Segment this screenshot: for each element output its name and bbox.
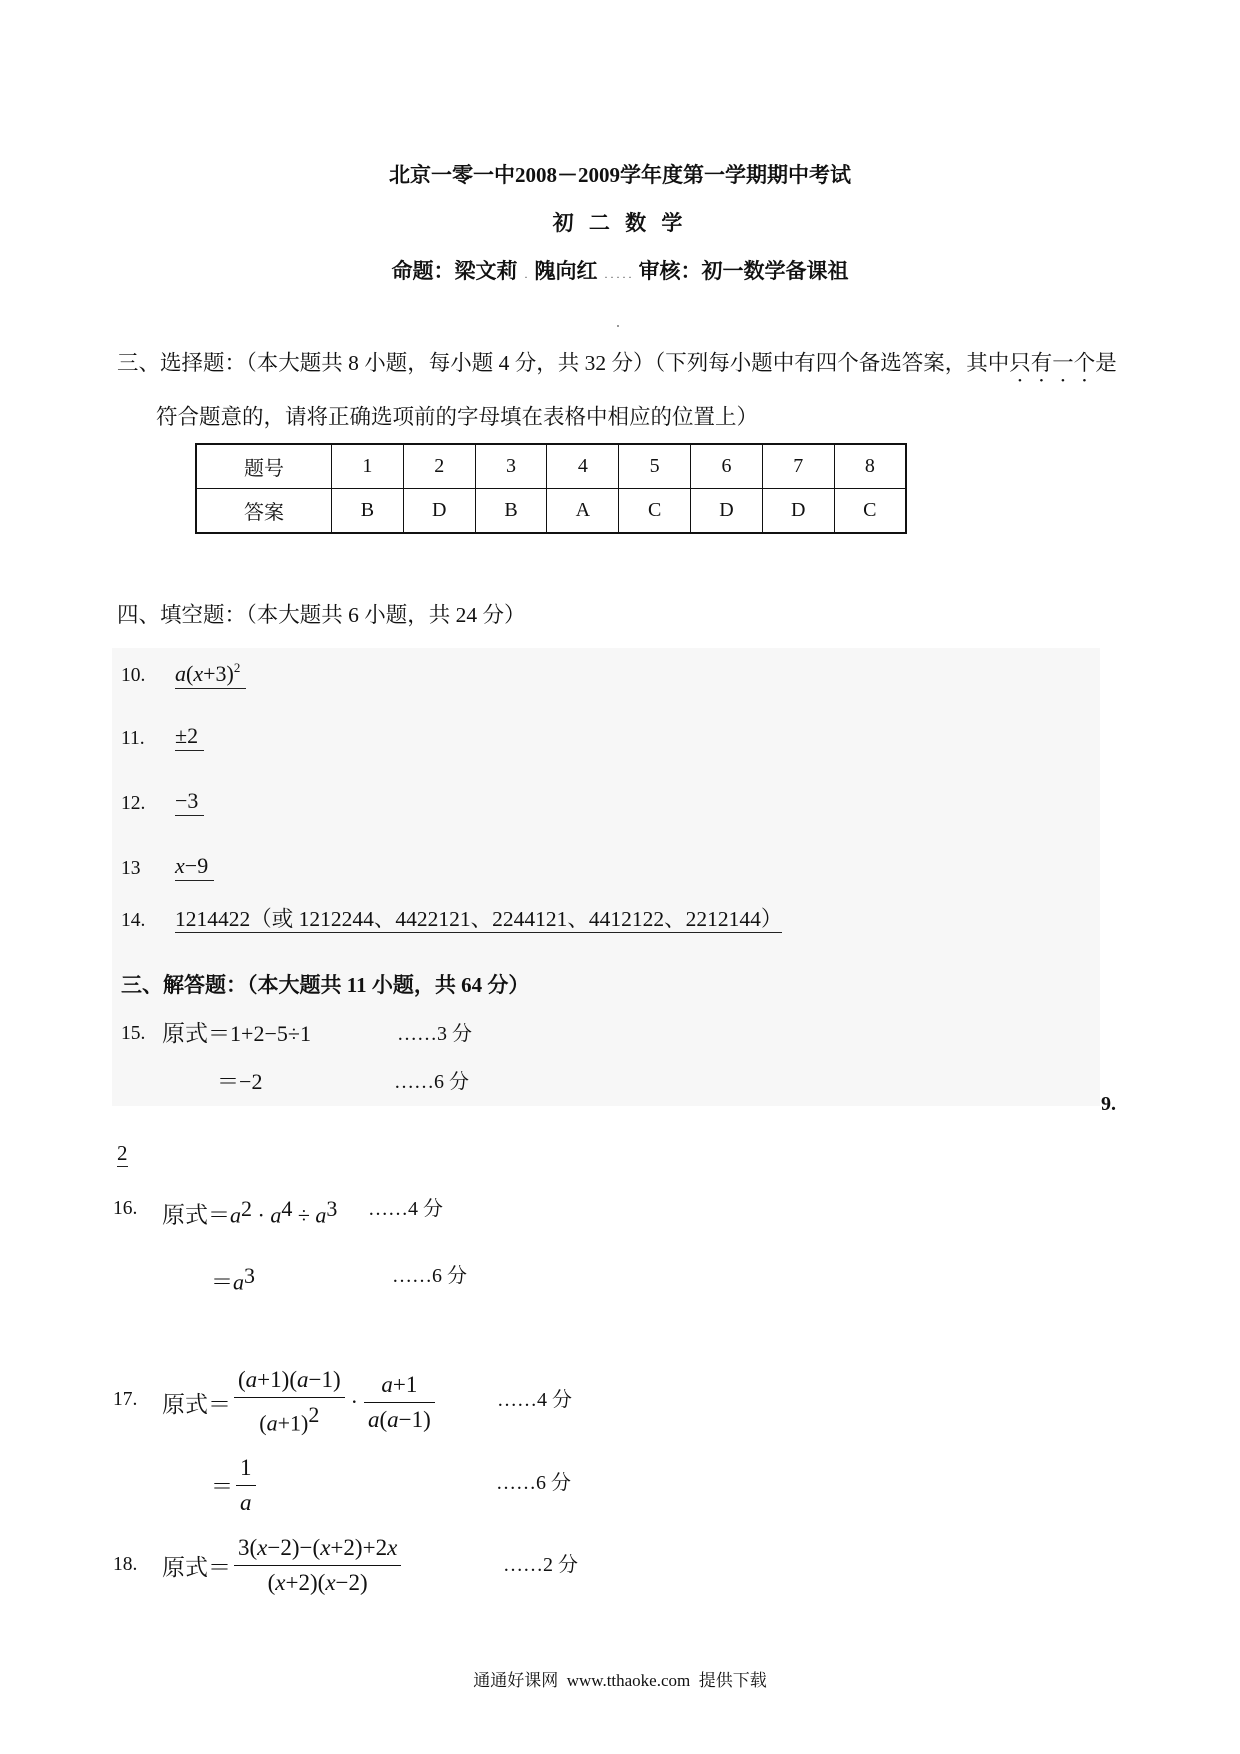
solve-heading: 三、解答题：（本大题共 11 小题，共 64 分） (121, 973, 530, 997)
table-row (196, 444, 906, 489)
question-number-cell: 1 (332, 444, 404, 489)
denominator: a (236, 1485, 256, 1520)
answer-13 (175, 853, 214, 881)
page-footer: 通通好课网 www.tthaoke.com 提供下载 (473, 1671, 767, 1690)
separator-dots: . . . . . (604, 267, 632, 281)
term: a (230, 1202, 242, 1228)
solution-15-line-2: ＝−2 (217, 1069, 263, 1094)
equals-sign: ＝ (211, 1269, 234, 1295)
question-number-cell: 5 (619, 444, 691, 489)
answer-cell: A (547, 489, 619, 534)
answer-cell: D (403, 489, 475, 534)
solution-17-line-1 (162, 1368, 438, 1436)
multiply-dot: · (350, 1389, 358, 1414)
author-line (0, 258, 1240, 287)
answer-expression: x−9 (175, 853, 214, 881)
exam-subject: 初 二 数 学 (552, 211, 688, 235)
question-number: 12. (121, 793, 146, 814)
answer-cell: C (619, 489, 691, 534)
original-expression-label: 原式＝ (162, 1391, 231, 1417)
exponent: 3 (326, 1196, 338, 1221)
fraction (364, 1368, 435, 1437)
original-expression-label: 原式 (162, 1021, 208, 1046)
answer-cell: C (834, 489, 906, 534)
question-number: 15. (121, 1023, 146, 1044)
exponent: 3 (244, 1263, 256, 1288)
equals-sign: ＝ (211, 1473, 234, 1499)
term: · a (257, 1202, 282, 1228)
numerator: a+1 (381, 1371, 418, 1397)
exponent: 2 (241, 1196, 253, 1221)
numerator: 1 (240, 1454, 252, 1480)
answer-10 (175, 661, 246, 689)
question-number: 10. (121, 665, 146, 686)
choice-heading (117, 350, 1117, 376)
fraction (236, 1451, 256, 1520)
answer-underline (175, 661, 246, 689)
answer-11 (175, 723, 204, 751)
solution-16-line-1 (162, 1196, 338, 1228)
exponent: 2 (233, 660, 241, 675)
answer-cell: B (332, 489, 404, 534)
expression: ＝1+2−5÷1 (208, 1021, 311, 1046)
solution-17-line-2 (211, 1451, 259, 1519)
proposer: 命题：梁文莉 (391, 259, 518, 283)
table-row (196, 489, 906, 534)
score-mark: ……2 分 (503, 1554, 578, 1576)
equals-sign: ＝ (208, 1202, 231, 1228)
separator-dot: . (524, 267, 528, 281)
answer-expression: ±2 (175, 723, 204, 751)
question-number-cell: 6 (691, 444, 763, 489)
score-mark: ……4 分 (497, 1389, 572, 1411)
denominator (234, 1397, 345, 1441)
denominator-base: (a+1) (259, 1410, 309, 1436)
question-number: 9. (1101, 1093, 1116, 1115)
fraction (234, 1531, 401, 1600)
solution-18-line-1 (162, 1531, 404, 1599)
question-number: 11. (121, 728, 145, 749)
solution-15-line-1 (162, 1021, 311, 1047)
answer-12 (175, 788, 204, 816)
emphasized-text: 只有一个 (1009, 351, 1096, 375)
denominator: (x+2)(x−2) (234, 1565, 401, 1600)
answer-expression: −3 (175, 788, 204, 816)
exam-title: 北京一零一中2008－2009学年度第一学期期中考试 (389, 163, 851, 187)
stray-mark (617, 325, 619, 327)
score-mark: ……6 分 (394, 1071, 469, 1093)
term: ÷ a (297, 1202, 327, 1228)
choice-instruction: 符合题意的，请将正确选项前的字母填在表格中相应的位置上） (156, 405, 759, 429)
exponent: 4 (281, 1196, 293, 1221)
answer-9: 2 (117, 1141, 128, 1165)
question-number: 13 (121, 858, 141, 879)
score-mark: ……6 分 (392, 1265, 467, 1287)
solution-16-line-2 (211, 1263, 256, 1295)
answer-cell: D (762, 489, 834, 534)
row-label-question-number: 题号 (196, 444, 332, 489)
question-number: 17. (113, 1389, 138, 1410)
question-number: 18. (113, 1554, 138, 1575)
score-mark: ……4 分 (368, 1198, 443, 1220)
answer-cell: B (475, 489, 547, 534)
choice-heading-text: 三、选择题：（本大题共 8 小题，每小题 4 分，共 32 分）（下列每小题中有四个备选答案，其中 (117, 351, 1010, 375)
reviewer: 审核：初一数学备课祖 (638, 259, 849, 283)
original-expression-label: 原式 (162, 1202, 208, 1228)
exponent: 2 (308, 1402, 320, 1428)
fill-heading: 四、填空题：（本大题共 6 小题，共 24 分） (117, 603, 526, 627)
question-number-cell: 3 (475, 444, 547, 489)
question-number: 16. (113, 1198, 138, 1219)
answer-cell: D (691, 489, 763, 534)
score-mark: ……3 分 (397, 1023, 472, 1045)
question-number: 14. (121, 910, 146, 931)
numerator: (a+1)(a−1) (238, 1367, 341, 1393)
question-number-cell: 7 (762, 444, 834, 489)
question-number-cell: 2 (403, 444, 475, 489)
fraction (234, 1363, 345, 1441)
answer-table (195, 443, 907, 534)
question-number-cell: 4 (547, 444, 619, 489)
choice-heading-end: 是 (1095, 351, 1117, 375)
row-label-answer: 答案 (196, 489, 332, 534)
question-number-cell: 8 (834, 444, 906, 489)
answer-text: 1214422（或 1212244、4422121、2244121、4412122、2212144） (175, 907, 783, 931)
numerator: 3(x−2)−(x+2)+2x (238, 1534, 398, 1560)
term: a (233, 1269, 245, 1295)
score-mark: ……6 分 (496, 1472, 571, 1494)
denominator: a(a−1) (364, 1402, 435, 1437)
original-expression-label: 原式＝ (162, 1554, 231, 1580)
answer-14 (175, 906, 782, 933)
proposer-2: 隗向红 (534, 259, 598, 283)
answer-expression: a(x+3) (175, 661, 234, 686)
